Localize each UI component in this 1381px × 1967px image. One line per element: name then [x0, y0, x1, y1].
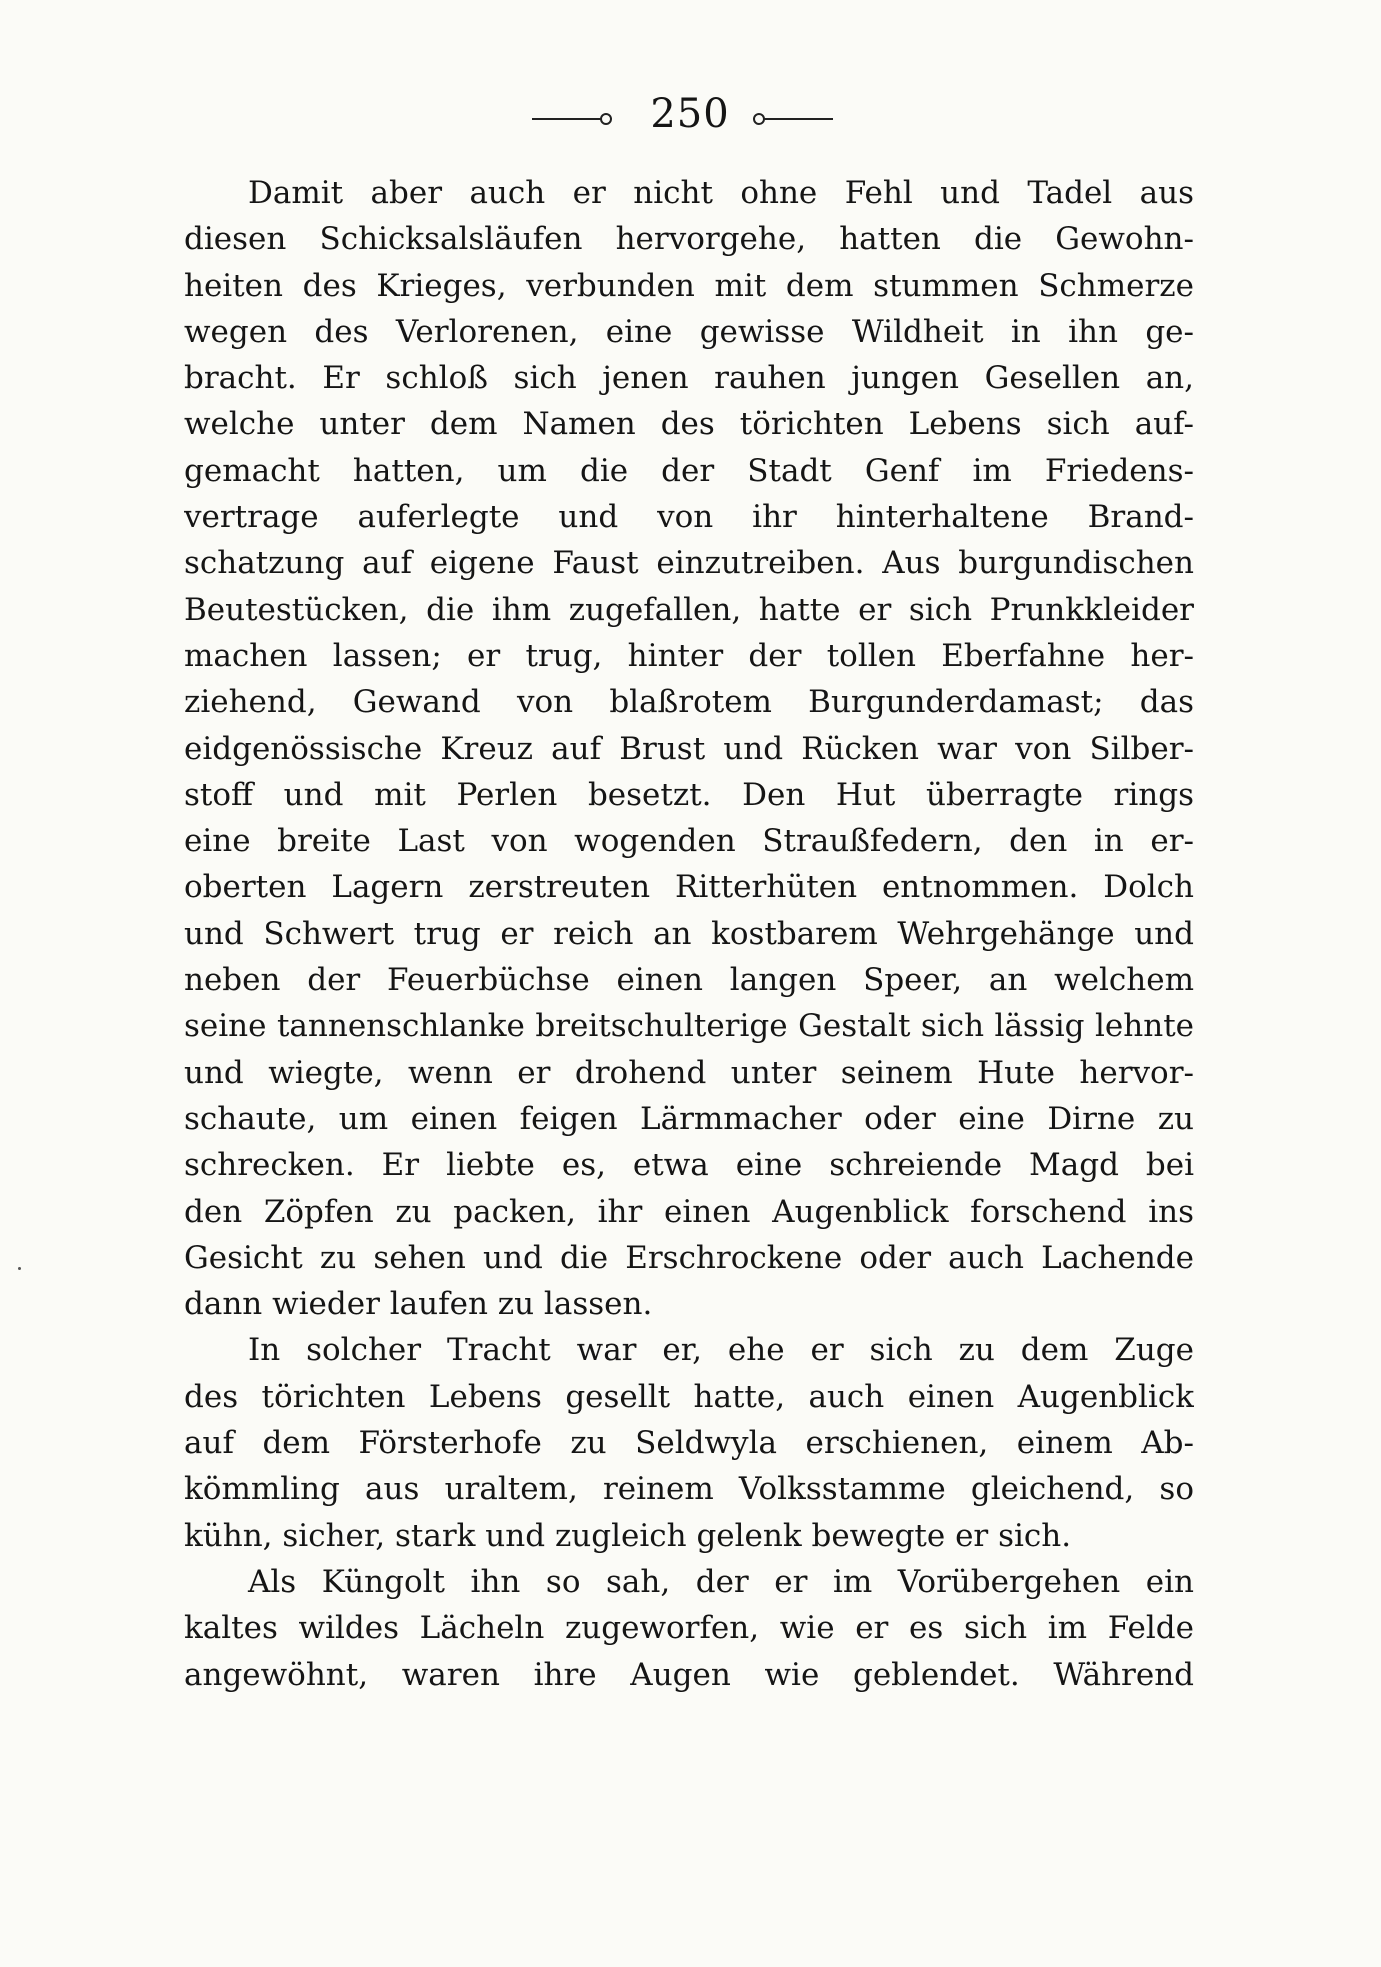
paper-speck — [18, 1267, 21, 1270]
text-line: Beutestücken, die ihm zugefallen, hatte er sich Prunkkleider — [184, 591, 1194, 628]
text-line: eidgenössische Kreuz auf Brust und Rücken war von Silber- — [184, 730, 1194, 767]
text-line: und Schwert trug er reich an kostbarem Wehrgehänge und — [184, 915, 1194, 952]
text-line: machen lassen; er trug, hinter der tollen Eberfahne her- — [184, 637, 1194, 674]
text-line: vertrage auferlegte und von ihr hinterhaltene Brand- — [184, 499, 1194, 536]
page-header — [0, 92, 1381, 136]
page-number: 250 — [650, 91, 730, 137]
text-line: oberten Lagern zerstreuten Ritterhüten entnommen. Dolch — [184, 869, 1194, 906]
text-line: auf dem Försterhofe zu Seldwyla erschienen, einem Ab- — [184, 1425, 1194, 1462]
text-line: Als Küngolt ihn so sah, der er im Vorübergehen ein — [248, 1563, 1194, 1600]
text-line: ziehend, Gewand von blaßrotem Burgunderdamast; das — [184, 684, 1194, 721]
text-line: wegen des Verlorenen, eine gewisse Wildheit in ihn ge- — [184, 313, 1194, 350]
text-line: bracht. Er schloß sich jenen rauhen jungen Gesellen an, — [184, 360, 1194, 397]
text-line: eine breite Last von wogenden Straußfedern, den in er- — [184, 823, 1194, 860]
text-line: welche unter dem Namen des törichten Lebens sich auf- — [184, 406, 1194, 443]
text-line: kühn, sicher, stark und zugleich gelenk bewegte er sich. — [184, 1517, 1072, 1554]
paragraph — [184, 1327, 1194, 1558]
text-line: neben der Feuerbüchse einen langen Speer, an welchem — [184, 962, 1194, 999]
text-line: Gesicht zu sehen und die Erschrockene oder auch Lachende — [184, 1239, 1194, 1276]
text-line: schatzung auf eigene Faust einzutreiben. Aus burgundischen — [184, 545, 1194, 582]
text-line: diesen Schicksalsläufen hervorgehe, hatten die Gewohn- — [184, 221, 1194, 258]
text-line: In solcher Tracht war er, ehe er sich zu dem Zuge — [248, 1332, 1194, 1369]
right-ornament-icon — [763, 118, 833, 120]
text-line: schaute, um einen feigen Lärmmacher oder eine Dirne zu — [184, 1100, 1194, 1137]
text-line: stoff und mit Perlen besetzt. Den Hut überragte rings — [184, 776, 1194, 813]
text-line: gemacht hatten, um die der Stadt Genf im Friedens- — [184, 452, 1194, 489]
text-line: seine tannenschlanke breitschulterige Gestalt sich lässig lehnte — [184, 1008, 1194, 1045]
text-line: kömmling aus uraltem, reinem Volksstamme gleichend, so — [184, 1471, 1194, 1508]
text-line: dann wieder laufen zu lassen. — [184, 1286, 653, 1323]
body-text — [184, 170, 1194, 1698]
text-line: heiten des Krieges, verbunden mit dem stummen Schmerze — [184, 267, 1194, 304]
text-line: und wiegte, wenn er drohend unter seinem Hute hervor- — [184, 1054, 1194, 1091]
paragraph — [184, 170, 1194, 1327]
text-line: Damit aber auch er nicht ohne Fehl und Tadel aus — [248, 175, 1194, 211]
text-line: den Zöpfen zu packen, ihr einen Augenblick forschend ins — [184, 1193, 1194, 1230]
text-line: des törichten Lebens gesellt hatte, auch einen Augenblick — [184, 1378, 1194, 1415]
paragraph — [184, 1559, 1194, 1698]
left-ornament-icon — [532, 118, 602, 120]
text-line: schrecken. Er liebte es, etwa eine schreiende Magd bei — [184, 1147, 1194, 1184]
text-line: angewöhnt, waren ihre Augen wie geblendet. Während — [184, 1656, 1194, 1693]
text-line: kaltes wildes Lächeln zugeworfen, wie er es sich im Felde — [184, 1610, 1194, 1647]
